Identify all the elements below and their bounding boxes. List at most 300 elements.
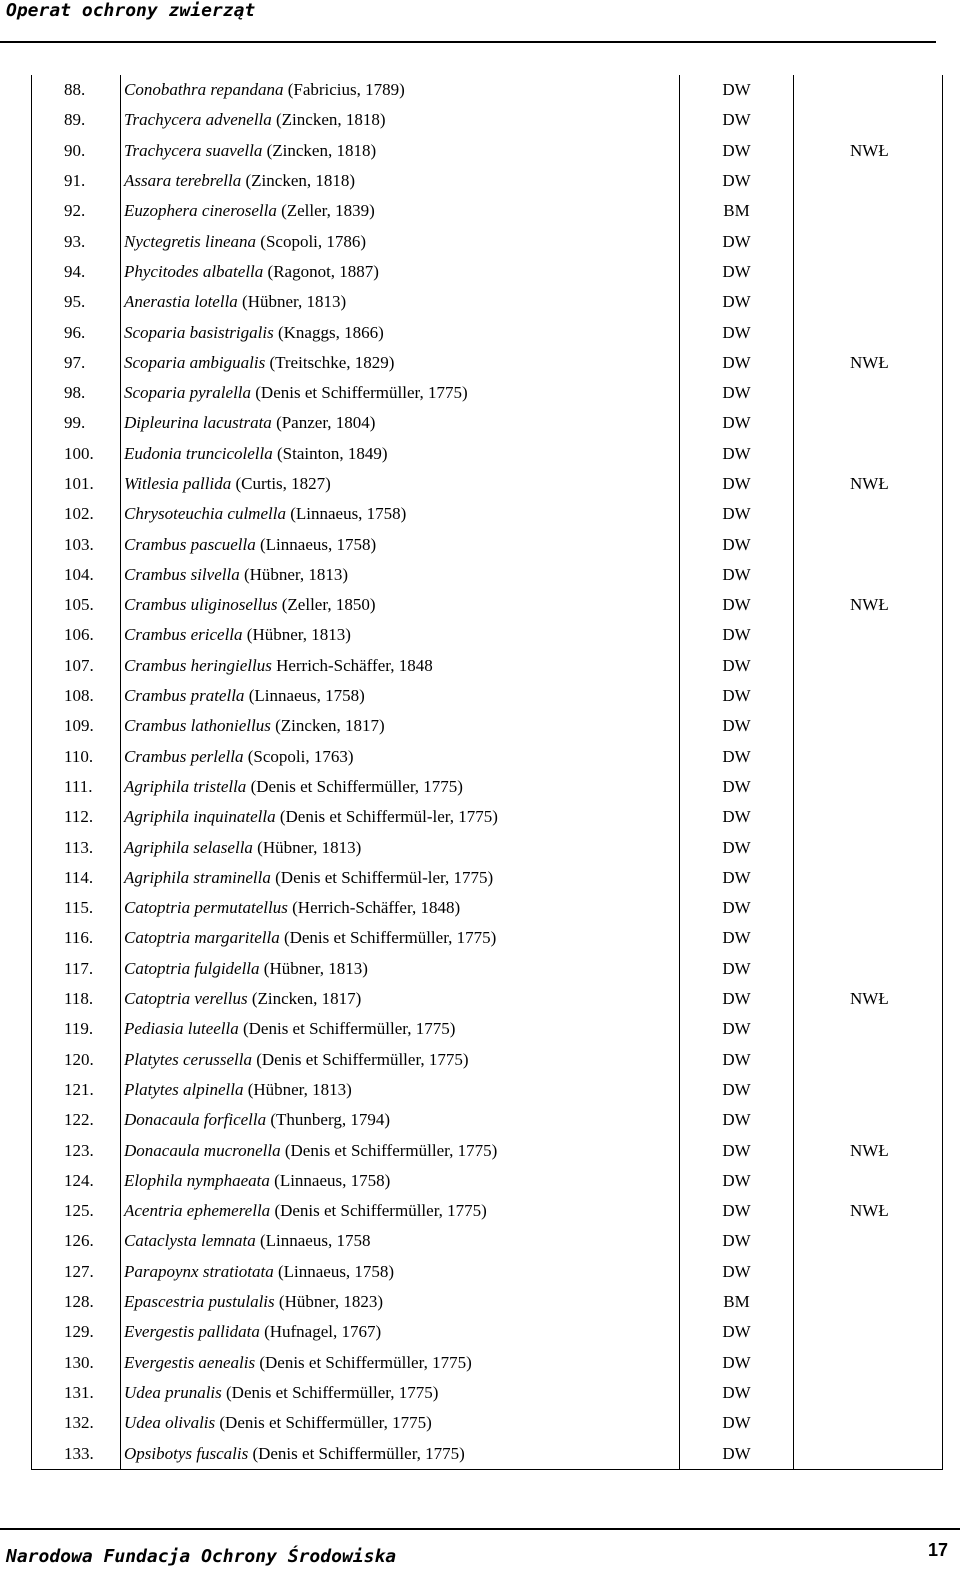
species-name-cell [121,257,680,287]
footer-rule [0,1528,960,1530]
species-latin-name: Platytes alpinella [124,1079,244,1099]
species-authority: (Stainton, 1849) [272,443,388,463]
table-row [32,1287,943,1317]
extra-status [794,1166,943,1196]
protection-status: DW [680,136,794,166]
species-authority: (Denis et Schiffermüller, 1775) [251,1049,469,1069]
table-row [32,469,943,499]
species-name-cell [121,226,680,256]
extra-status [794,196,943,226]
extra-status [794,742,943,772]
row-number: 95. [32,287,121,317]
protection-status: DW [680,1075,794,1105]
running-header-title: Operat ochrony zwierząt [6,0,256,21]
species-authority: (Hübner, 1823) [274,1292,384,1312]
row-number: 112. [32,802,121,832]
extra-status [794,1226,943,1256]
species-name-cell [121,954,680,984]
protection-status: DW [680,439,794,469]
species-latin-name: Parapoynx stratiotata [124,1261,274,1281]
species-authority: (Linnaeus, 1758) [269,1170,391,1190]
species-name-cell [121,136,680,166]
protection-status: DW [680,499,794,529]
table-row [32,742,943,772]
species-authority: (Zincken, 1817) [247,989,362,1009]
extra-status [794,1438,943,1469]
species-authority: (Hübner, 1813) [239,564,349,584]
species-name-cell [121,742,680,772]
extra-status [794,1257,943,1287]
species-latin-name: Epascestria pustulalis [124,1292,275,1312]
table-row [32,1135,943,1165]
species-latin-name: Crambus lathoniellus [124,716,271,736]
row-number: 123. [32,1135,121,1165]
protection-status: BM [680,196,794,226]
protection-status: DW [680,469,794,499]
table-row [32,317,943,347]
table-row [32,529,943,559]
row-number: 113. [32,832,121,862]
species-name-cell [121,499,680,529]
species-latin-name: Crambus perlella [124,746,244,766]
table-row [32,560,943,590]
row-number: 130. [32,1347,121,1377]
species-name-cell [121,984,680,1014]
row-number: 106. [32,620,121,650]
protection-status: DW [680,1347,794,1377]
extra-status [794,681,943,711]
species-latin-name: Crambus pratella [124,686,245,706]
table-row [32,75,943,105]
species-authority: (Denis et Schiffermüller, 1775) [221,1382,439,1402]
table-row [32,499,943,529]
species-name-cell [121,711,680,741]
protection-status: DW [680,832,794,862]
row-number: 97. [32,348,121,378]
species-authority: (Zeller, 1850) [277,595,376,615]
species-name-cell [121,590,680,620]
table-row [32,1408,943,1438]
row-number: 111. [32,772,121,802]
species-name-cell [121,1196,680,1226]
table-row [32,711,943,741]
species-name-cell [121,408,680,438]
extra-status [794,1317,943,1347]
table-row [32,1378,943,1408]
extra-status [794,408,943,438]
species-authority: (Knaggs, 1866) [273,322,384,342]
row-number: 98. [32,378,121,408]
row-number: 107. [32,651,121,681]
extra-status [794,226,943,256]
row-number: 118. [32,984,121,1014]
species-name-cell [121,1408,680,1438]
protection-status: DW [680,1166,794,1196]
row-number: 96. [32,317,121,347]
extra-status [794,1014,943,1044]
row-number: 103. [32,529,121,559]
extra-status: NWŁ [794,984,943,1014]
species-name-cell [121,1135,680,1165]
species-authority: (Denis et Schiffermüller, 1775) [255,1352,472,1372]
species-latin-name: Catoptria permutatellus [124,898,288,918]
extra-status [794,1105,943,1135]
extra-status [794,893,943,923]
protection-status: DW [680,681,794,711]
species-name-cell [121,923,680,953]
species-latin-name: Cataclysta lemnata [124,1231,256,1251]
table-row [32,681,943,711]
species-name-cell [121,469,680,499]
species-latin-name: Witlesia pallida [124,474,232,493]
row-number: 129. [32,1317,121,1347]
species-name-cell [121,105,680,135]
protection-status: DW [680,348,794,378]
extra-status: NWŁ [794,1135,943,1165]
extra-status [794,1045,943,1075]
row-number: 110. [32,742,121,772]
species-authority: (Denis et Schiffermüller, 1775) [270,1201,487,1221]
protection-status: DW [680,105,794,135]
species-latin-name: Agriphila selasella [124,837,253,857]
species-latin-name: Nyctegretis lineana [124,231,257,251]
row-number: 132. [32,1408,121,1438]
row-number: 115. [32,893,121,923]
extra-status [794,954,943,984]
row-number: 128. [32,1287,121,1317]
table-row [32,1166,943,1196]
protection-status: DW [680,560,794,590]
species-name-cell [121,439,680,469]
species-authority: (Denis et Schiffermüller, 1775) [215,1413,432,1433]
protection-status: BM [680,1287,794,1317]
species-authority: (Linnaeus, 1758) [244,686,365,706]
table-row [32,1196,943,1226]
species-latin-name: Crambus uliginosellus [124,595,278,615]
row-number: 93. [32,226,121,256]
row-number: 105. [32,590,121,620]
extra-status: NWŁ [794,348,943,378]
table-row [32,287,943,317]
species-latin-name: Udea olivalis [124,1413,216,1433]
species-authority: (Zincken, 1818) [262,140,377,160]
protection-status: DW [680,590,794,620]
row-number: 120. [32,1045,121,1075]
species-latin-name: Agriphila inquinatella [124,807,276,827]
protection-status: DW [680,893,794,923]
species-latin-name: Catoptria verellus [124,989,248,1009]
species-authority: (Fabricius, 1789) [283,80,405,100]
species-name-cell [121,317,680,347]
species-name-cell [121,196,680,226]
species-authority: (Scopoli, 1786) [256,231,367,251]
species-latin-name: Chrysoteuchia culmella [124,504,286,524]
row-number: 108. [32,681,121,711]
table-row [32,651,943,681]
row-number: 101. [32,469,121,499]
extra-status [794,1287,943,1317]
row-number: 102. [32,499,121,529]
protection-status: DW [680,317,794,347]
protection-status: DW [680,984,794,1014]
table-row [32,1438,943,1469]
row-number: 124. [32,1166,121,1196]
extra-status [794,1347,943,1377]
species-name-cell [121,1226,680,1256]
species-name-cell [121,1347,680,1377]
extra-status [794,257,943,287]
extra-status: NWŁ [794,469,943,499]
species-name-cell [121,832,680,862]
species-latin-name: Trachycera suavella [124,140,263,160]
protection-status: DW [680,1105,794,1135]
table-row [32,136,943,166]
species-name-cell [121,166,680,196]
table-row [32,1226,943,1256]
species-latin-name: Crambus pascuella [124,534,256,554]
species-name-cell [121,1287,680,1317]
protection-status: DW [680,923,794,953]
species-latin-name: Crambus heringiellus [124,655,272,675]
extra-status [794,620,943,650]
table-row [32,378,943,408]
species-authority: (Zincken, 1818) [241,171,356,191]
table-row [32,832,943,862]
species-latin-name: Donacaula forficella [124,1110,267,1130]
species-authority: (Linnaeus, 1758) [285,504,407,524]
species-latin-name: Phycitodes albatella [124,261,264,281]
table-row [32,1014,943,1044]
species-latin-name: Donacaula mucronella [124,1140,281,1160]
species-latin-name: Evergestis pallidata [124,1322,260,1342]
species-authority: (Denis et Schiffermüller, 1775) [279,928,497,948]
row-number: 122. [32,1105,121,1135]
row-number: 131. [32,1378,121,1408]
extra-status [794,105,943,135]
species-authority: (Herrich-Schäffer, 1848) [287,898,461,918]
species-latin-name: Crambus ericella [124,625,243,645]
extra-status [794,863,943,893]
protection-status: DW [680,711,794,741]
species-latin-name: Opsibotys fuscalis [124,1443,249,1463]
row-number: 99. [32,408,121,438]
row-number: 117. [32,954,121,984]
species-latin-name: Catoptria margaritella [124,928,280,948]
protection-status: DW [680,1196,794,1226]
species-latin-name: Pediasia luteella [124,1019,239,1039]
species-latin-name: Trachycera advenella [124,110,272,130]
species-name-cell [121,560,680,590]
extra-status [794,1075,943,1105]
species-name-cell [121,681,680,711]
species-authority: (Hübner, 1813) [252,837,362,857]
species-authority: (Hübner, 1813) [242,625,351,645]
species-name-cell [121,287,680,317]
species-name-cell [121,75,680,105]
table-row [32,408,943,438]
species-latin-name: Assara terebrella [124,171,242,191]
species-name-cell [121,529,680,559]
species-authority: (Ragonot, 1887) [263,261,379,281]
table-row [32,984,943,1014]
species-latin-name: Scoparia ambigualis [124,352,266,372]
table-row [32,954,943,984]
table-row [32,105,943,135]
protection-status: DW [680,863,794,893]
extra-status [794,287,943,317]
species-authority: (Linnaeus, 1758) [273,1261,395,1281]
species-latin-name: Conobathra repandana [124,80,284,100]
extra-status [794,378,943,408]
species-authority: (Zeller, 1839) [276,201,375,221]
table-row [32,196,943,226]
extra-status [794,166,943,196]
extra-status [794,651,943,681]
protection-status: DW [680,1408,794,1438]
species-name-cell [121,1045,680,1075]
table-row [32,1257,943,1287]
header-rule [0,41,936,43]
protection-status: DW [680,651,794,681]
species-latin-name: Euzophera cinerosella [124,201,277,221]
species-authority: (Denis et Schiffermüller, 1775) [248,1443,465,1463]
table-row [32,893,943,923]
species-name-cell [121,1378,680,1408]
protection-status: DW [680,408,794,438]
species-authority: (Hübner, 1813) [259,958,368,978]
species-latin-name: Eudonia truncicolella [124,443,273,463]
species-name-cell [121,1105,680,1135]
row-number: 88. [32,75,121,105]
footer-organization: Narodowa Fundacja Ochrony Środowiska [6,1546,397,1567]
species-latin-name: Acentria ephemerella [124,1201,271,1221]
table-row [32,772,943,802]
extra-status: NWŁ [794,136,943,166]
table-row [32,863,943,893]
species-name-cell [121,1014,680,1044]
species-latin-name: Anerastia lotella [124,292,238,312]
table-row [32,166,943,196]
extra-status [794,832,943,862]
species-name-cell [121,348,680,378]
extra-status [794,439,943,469]
extra-status [794,772,943,802]
row-number: 126. [32,1226,121,1256]
protection-status: DW [680,954,794,984]
protection-status: DW [680,1257,794,1287]
species-name-cell [121,1317,680,1347]
row-number: 91. [32,166,121,196]
species-name-cell [121,772,680,802]
species-latin-name: Agriphila tristella [124,776,247,796]
protection-status: DW [680,772,794,802]
species-authority: (Denis et Schiffermüller, 1775) [246,776,463,796]
species-authority: (Hufnagel, 1767) [259,1322,382,1342]
species-latin-name: Crambus silvella [124,564,240,584]
species-latin-name: Elophila nymphaeata [124,1170,270,1190]
extra-status [794,529,943,559]
species-name-cell [121,1075,680,1105]
species-latin-name: Agriphila straminella [124,867,271,887]
species-latin-name: Udea prunalis [124,1382,222,1402]
species-name-cell [121,651,680,681]
protection-status: DW [680,529,794,559]
protection-status: DW [680,1226,794,1256]
species-authority: (Denis et Schiffermüller, 1775) [251,383,468,403]
extra-status [794,923,943,953]
species-name-cell [121,1438,680,1469]
species-authority: (Curtis, 1827) [231,474,331,493]
species-authority: Herrich-Schäffer, 1848 [271,655,433,675]
species-name-cell [121,863,680,893]
row-number: 92. [32,196,121,226]
species-name-cell [121,620,680,650]
protection-status: DW [680,75,794,105]
protection-status: DW [680,378,794,408]
table-row [32,620,943,650]
row-number: 133. [32,1438,121,1469]
species-latin-name: Catoptria fulgidella [124,958,260,978]
table-row [32,923,943,953]
extra-status [794,560,943,590]
extra-status: NWŁ [794,1196,943,1226]
protection-status: DW [680,257,794,287]
row-number: 116. [32,923,121,953]
species-authority: (Denis et Schiffermül-ler, 1775) [275,807,498,827]
row-number: 94. [32,257,121,287]
protection-status: DW [680,802,794,832]
protection-status: DW [680,226,794,256]
protection-status: DW [680,1045,794,1075]
species-latin-name: Scoparia pyralella [124,383,252,403]
row-number: 125. [32,1196,121,1226]
table-row [32,348,943,378]
species-authority: (Denis et Schiffermüller, 1775) [238,1019,456,1039]
species-authority: (Scopoli, 1763) [243,746,354,766]
species-authority: (Treitschke, 1829) [265,352,395,372]
species-name-cell [121,1166,680,1196]
table-row [32,1347,943,1377]
species-authority: (Thunberg, 1794) [266,1110,390,1130]
species-latin-name: Dipleurina lacustrata [124,413,272,433]
species-name-cell [121,378,680,408]
species-table [31,75,943,1470]
extra-status [794,75,943,105]
protection-status: DW [680,1014,794,1044]
row-number: 90. [32,136,121,166]
protection-status: DW [680,620,794,650]
extra-status [794,1408,943,1438]
species-authority: (Denis et Schiffermül-ler, 1775) [270,867,494,887]
species-authority: (Zincken, 1818) [271,110,386,130]
species-authority: (Zincken, 1817) [270,716,385,736]
species-name-cell [121,893,680,923]
extra-status [794,499,943,529]
table-row [32,226,943,256]
species-authority: (Denis et Schiffermüller, 1775) [280,1140,498,1160]
species-latin-name: Scoparia basistrigalis [124,322,274,342]
row-number: 109. [32,711,121,741]
extra-status [794,802,943,832]
protection-status: DW [680,1135,794,1165]
protection-status: DW [680,166,794,196]
protection-status: DW [680,1378,794,1408]
species-table-body [32,75,943,1469]
extra-status [794,711,943,741]
species-authority: (Hübner, 1813) [237,292,347,312]
table-row [32,1045,943,1075]
species-latin-name: Platytes cerussella [124,1049,252,1069]
